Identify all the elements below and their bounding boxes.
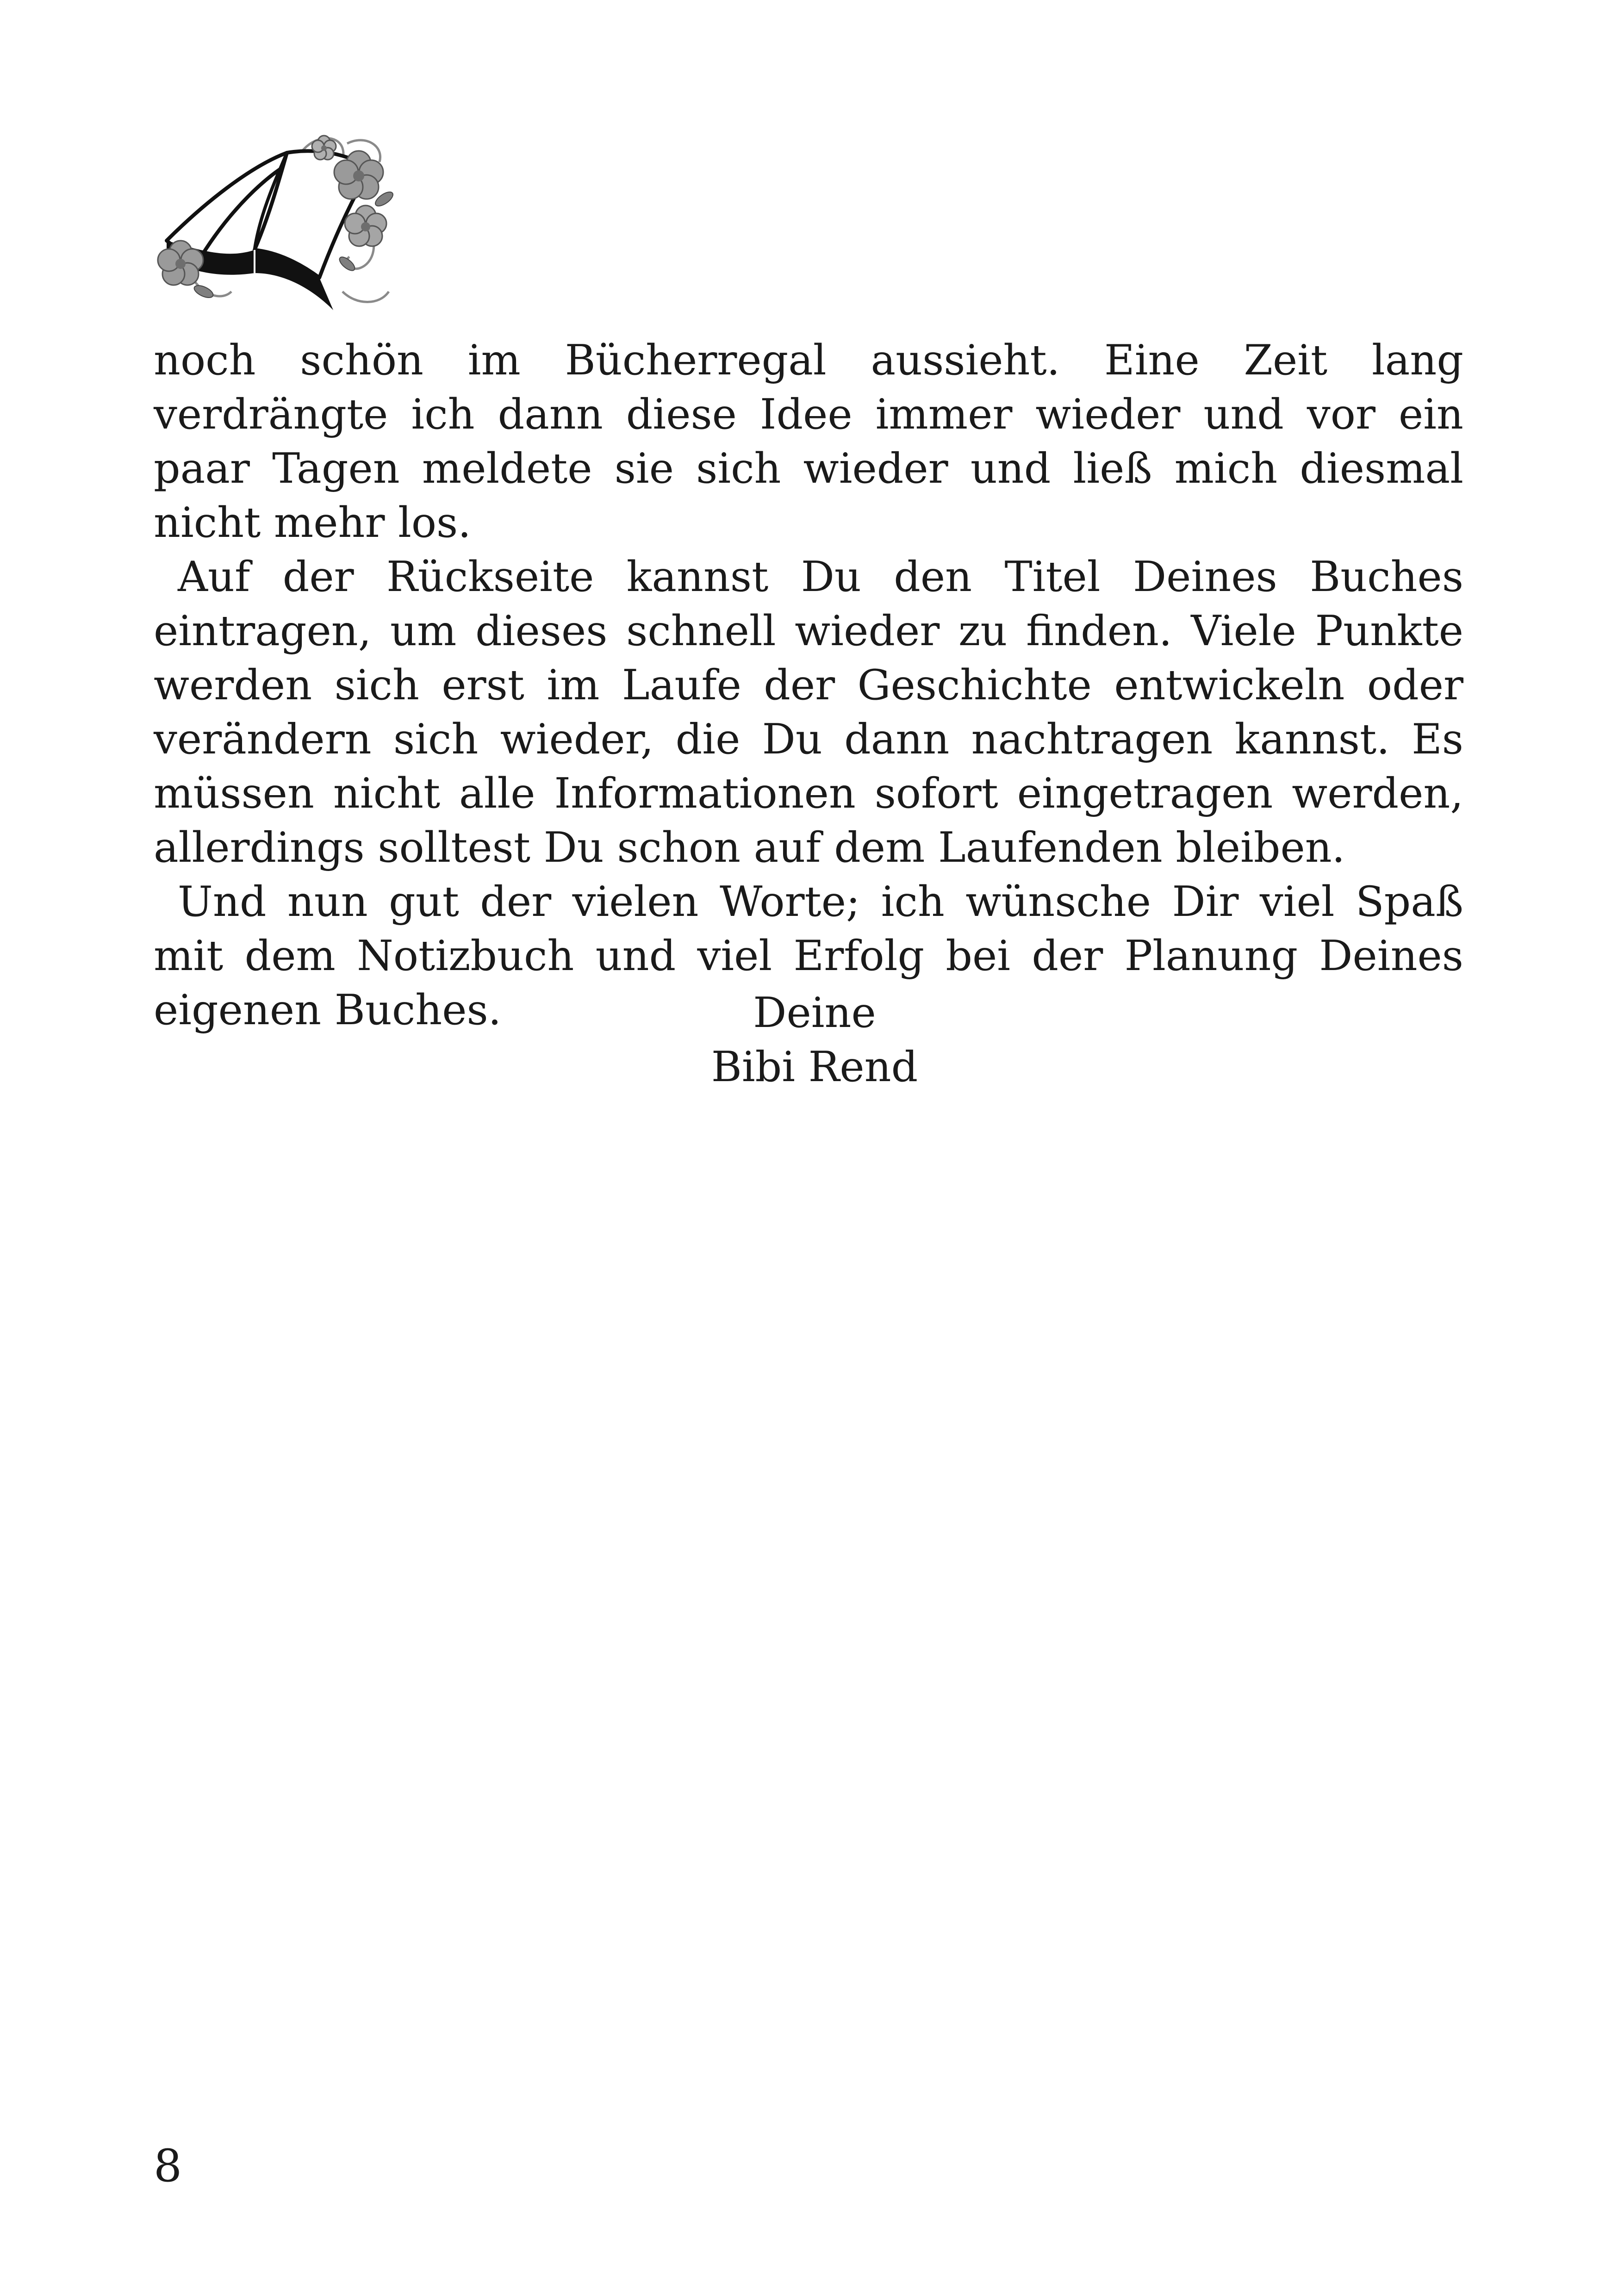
signature-name: Bibi Rend (711, 1043, 918, 1091)
signature (606, 986, 1023, 1094)
paragraph-3: Und nun gut der vielen Worte; ich wünsche Dir viel Spaß mit dem Notizbuch und viel Erfolg bei der Planung Deines eigenen Buches. (154, 877, 1463, 1034)
paragraph-2: Auf der Rückseite kannst Du den Titel Deines Buches eintragen, um dieses schnell wieder zu finden. Viele Punkte werden sich erst im Laufe der Geschichte entwickeln oder verändern sich wieder, die Du dann nachtragen kannst. Es müssen nicht alle Informationen sofort eingetragen werden, allerdings solltest Du schon auf dem Laufenden bleiben. (154, 553, 1463, 872)
signature-greeting: Deine (753, 989, 876, 1037)
open-book-with-flowers-icon (148, 125, 407, 324)
body-text (154, 333, 1463, 1037)
paragraph-1: noch schön im Bücherregal aussieht. Eine Zeit lang verdrängte ich dann diese Idee immer wieder und vor ein paar Tagen meldete sie sich wieder und ließ mich diesmal nicht mehr los. (154, 336, 1463, 547)
page-number: 8 (154, 2140, 182, 2192)
